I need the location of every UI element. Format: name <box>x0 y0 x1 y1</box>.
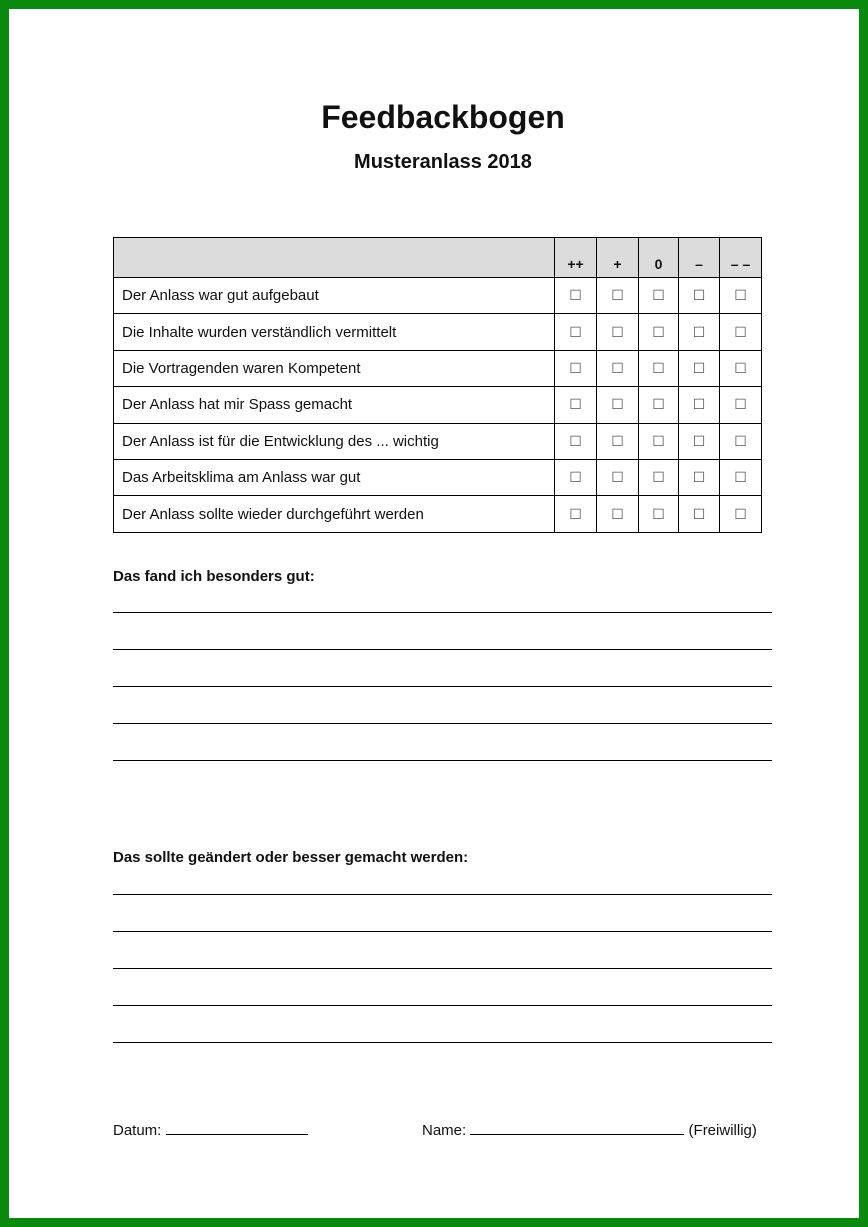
checkbox-icon[interactable]: ☐ <box>555 459 597 495</box>
name-label: Name: <box>422 1122 467 1139</box>
scale-label-good: + <box>597 238 639 278</box>
improve-answer-line[interactable] <box>113 1042 772 1043</box>
improve-answer-line[interactable] <box>113 968 772 969</box>
checkbox-icon[interactable]: ☐ <box>597 496 639 532</box>
checkbox-icon[interactable]: ☐ <box>720 387 762 423</box>
checkbox-icon[interactable]: ☐ <box>555 496 597 532</box>
checkbox-icon[interactable]: ☐ <box>639 423 679 459</box>
checkbox-icon[interactable]: ☐ <box>597 423 639 459</box>
improve-section-heading: Das sollte geändert oder besser gemacht werden: <box>113 849 469 866</box>
rating-table <box>113 237 762 533</box>
checkbox-icon[interactable]: ☐ <box>720 350 762 386</box>
checkbox-icon[interactable]: ☐ <box>639 459 679 495</box>
checkbox-icon[interactable]: ☐ <box>639 278 679 314</box>
statement-label: Die Inhalte wurden verständlich vermittelt <box>114 314 555 350</box>
checkbox-icon[interactable]: ☐ <box>597 459 639 495</box>
checkbox-icon[interactable]: ☐ <box>639 314 679 350</box>
table-row <box>114 387 762 423</box>
statement-label: Der Anlass ist für die Entwicklung des ... wichtig <box>114 423 555 459</box>
checkbox-icon[interactable]: ☐ <box>720 423 762 459</box>
name-blank[interactable] <box>470 1120 684 1135</box>
checkbox-icon[interactable]: ☐ <box>555 278 597 314</box>
form-title: Feedbackbogen <box>321 99 565 135</box>
checkbox-icon[interactable]: ☐ <box>555 387 597 423</box>
improve-answer-line[interactable] <box>113 894 772 895</box>
good-answer-line[interactable] <box>113 612 772 613</box>
checkbox-icon[interactable]: ☐ <box>679 314 720 350</box>
table-row <box>114 314 762 350</box>
improve-answer-line[interactable] <box>113 1005 772 1006</box>
checkbox-icon[interactable]: ☐ <box>720 459 762 495</box>
name-field <box>422 1120 757 1141</box>
good-section-heading: Das fand ich besonders gut: <box>113 568 315 585</box>
statement-label: Das Arbeitsklima am Anlass war gut <box>114 459 555 495</box>
table-row <box>114 278 762 314</box>
checkbox-icon[interactable]: ☐ <box>597 314 639 350</box>
checkbox-icon[interactable]: ☐ <box>639 350 679 386</box>
checkbox-icon[interactable]: ☐ <box>679 350 720 386</box>
checkbox-icon[interactable]: ☐ <box>720 314 762 350</box>
checkbox-icon[interactable]: ☐ <box>555 314 597 350</box>
statement-label: Die Vortragenden waren Kompetent <box>114 350 555 386</box>
table-row <box>114 496 762 532</box>
statement-label: Der Anlass war gut aufgebaut <box>114 278 555 314</box>
good-answer-line[interactable] <box>113 760 772 761</box>
statement-header-cell <box>114 238 555 278</box>
name-optional-note: (Freiwillig) <box>688 1122 757 1139</box>
checkbox-icon[interactable]: ☐ <box>555 350 597 386</box>
checkbox-icon[interactable]: ☐ <box>720 496 762 532</box>
checkbox-icon[interactable]: ☐ <box>679 459 720 495</box>
table-row <box>114 459 762 495</box>
rating-header-row <box>114 238 762 278</box>
scale-label-very-bad: – – <box>720 238 762 278</box>
date-blank[interactable] <box>166 1120 308 1135</box>
checkbox-icon[interactable]: ☐ <box>679 387 720 423</box>
checkbox-icon[interactable]: ☐ <box>597 350 639 386</box>
date-field <box>113 1120 308 1141</box>
good-answer-line[interactable] <box>113 723 772 724</box>
checkbox-icon[interactable]: ☐ <box>720 278 762 314</box>
table-row <box>114 350 762 386</box>
date-label: Datum: <box>113 1122 162 1139</box>
improve-answer-line[interactable] <box>113 931 772 932</box>
good-answer-line[interactable] <box>113 649 772 650</box>
scale-label-neutral: 0 <box>639 238 679 278</box>
checkbox-icon[interactable]: ☐ <box>639 496 679 532</box>
statement-label: Der Anlass sollte wieder durchgeführt werden <box>114 496 555 532</box>
form-subtitle: Musteranlass 2018 <box>354 151 532 173</box>
checkbox-icon[interactable]: ☐ <box>679 423 720 459</box>
checkbox-icon[interactable]: ☐ <box>597 387 639 423</box>
checkbox-icon[interactable]: ☐ <box>555 423 597 459</box>
checkbox-icon[interactable]: ☐ <box>639 387 679 423</box>
table-row <box>114 423 762 459</box>
statement-label: Der Anlass hat mir Spass gemacht <box>114 387 555 423</box>
checkbox-icon[interactable]: ☐ <box>679 496 720 532</box>
scale-label-very-good: ++ <box>555 238 597 278</box>
good-answer-line[interactable] <box>113 686 772 687</box>
checkbox-icon[interactable]: ☐ <box>597 278 639 314</box>
scale-label-bad: – <box>679 238 720 278</box>
checkbox-icon[interactable]: ☐ <box>679 278 720 314</box>
